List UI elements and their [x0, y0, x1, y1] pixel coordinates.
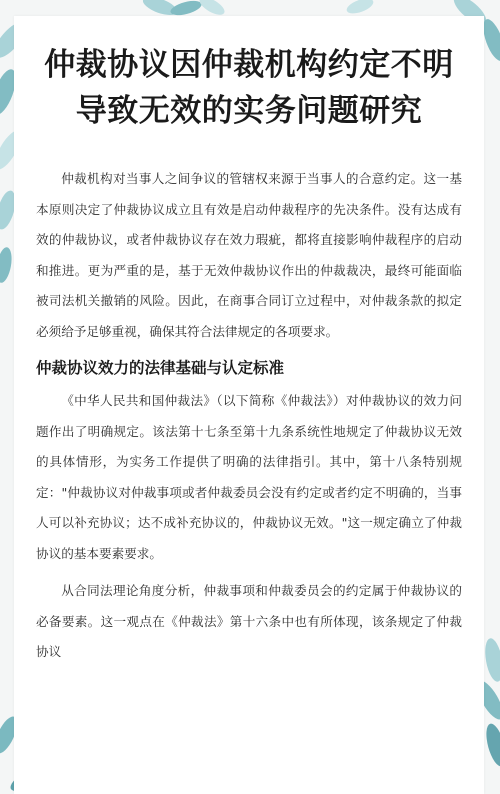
document-page: [14, 16, 484, 794]
title-line-2: 导致无效的实务问题研究: [75, 93, 423, 129]
intro-paragraph: 仲裁机构对当事人之间争议的管辖权来源于当事人的合意约定。这一基本原则决定了仲裁协议成立且有效是启动仲裁程序的先决条件。没有达成有效的仲裁协议，或者仲裁协议存在效力瑕疵，都将直接影响仲裁程序的启动和推进。更为严重的是，基于无效仲裁协议作出的仲裁裁决，最终可能面临被司法机关撤销的风险。因此，在商事合同订立过程中，对仲裁条款的拟定必须给予足够重视，确保其符合法律规定的各项要求。: [36, 171, 462, 339]
section-heading: 仲裁协议效力的法律基础与认定标准: [36, 359, 285, 377]
body-paragraph-3: 从合同法理论角度分析，仲裁事项和仲裁委员会的约定属于仲裁协议的必备要素。这一观点在《仲裁法》第十六条中也有所体现，该条规定了仲裁协议: [36, 583, 462, 659]
body-paragraph-2: 《中华人民共和国仲裁法》（以下简称《仲裁法》）对仲裁协议的效力问题作出了明确规定。该法第十七条至第十九条系统性地规定了仲裁协议无效的具体情形，为实务工作提供了明确的法律指引。其中，第十八条特别规定："仲裁协议对仲裁事项或者仲裁委员会没有约定或者约定不明确的，当事人可以补充协议；达不成补充协议的，仲裁协议无效。"这一规定确立了仲裁协议的基本要素要求。: [36, 393, 462, 561]
title-line-1: 仲裁协议因仲裁机构约定不明: [44, 47, 454, 83]
document-title: [14, 16, 484, 134]
document-body: [14, 164, 484, 668]
